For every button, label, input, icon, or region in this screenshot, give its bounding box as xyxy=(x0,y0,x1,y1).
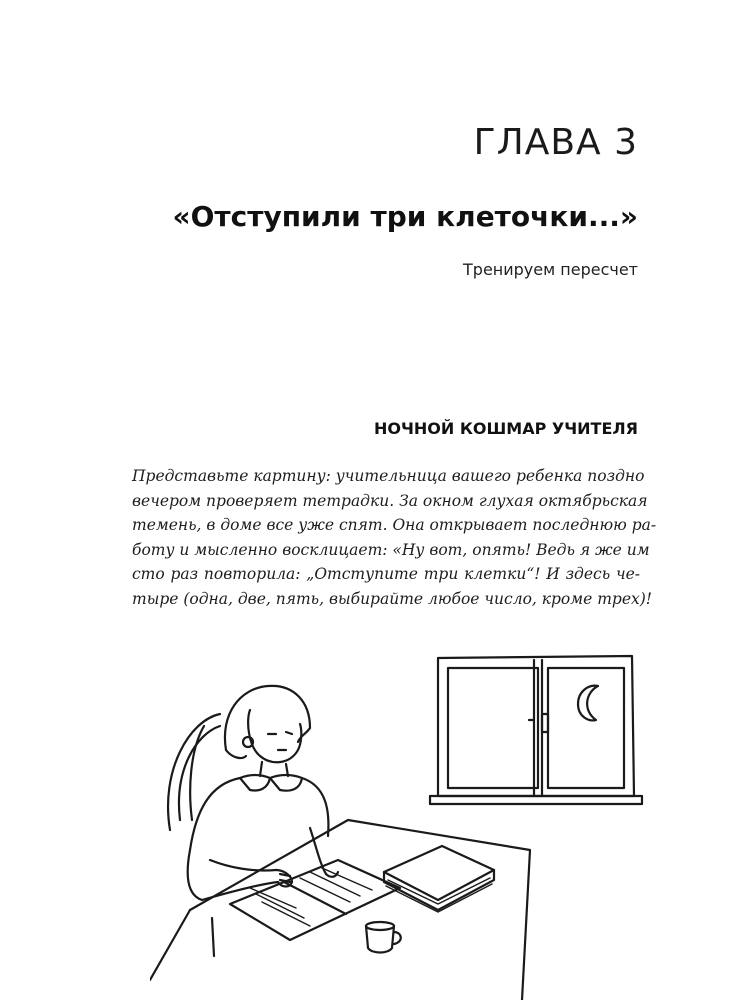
coffee-cup-icon xyxy=(366,922,401,953)
intro-paragraph xyxy=(132,464,657,611)
teacher-at-desk-illustration xyxy=(150,650,660,1000)
chair xyxy=(168,714,220,830)
moon-icon xyxy=(578,686,598,721)
intro-line: темень, в доме все уже спят. Она открывает последнюю ра- xyxy=(132,516,657,534)
chapter-subtitle: Тренируем пересчет xyxy=(463,260,638,279)
intro-line: Представьте картину: учительница вашего ребенка поздно xyxy=(132,467,645,485)
pen-icon xyxy=(212,918,214,956)
intro-line: сто раз повторила: „Отступите три клетки“! И здесь че- xyxy=(132,565,640,583)
notebook-stack xyxy=(384,846,494,912)
section-heading: НОЧНОЙ КОШМАР УЧИТЕЛЯ xyxy=(373,419,638,438)
window-frame xyxy=(430,656,642,804)
chapter-label: ГЛАВА 3 xyxy=(473,122,638,163)
intro-line: вечером проверяет тетрадки. За окном глухая октябрьская xyxy=(132,491,648,510)
intro-line: тыре (одна, две, пять, выбирайте любое число, кроме трех)! xyxy=(132,589,653,608)
chapter-title: «Отступили три клеточки...» xyxy=(172,200,638,233)
intro-line: боту и мысленно восклицает: «Ну вот, опять! Ведь я же им xyxy=(132,540,650,559)
